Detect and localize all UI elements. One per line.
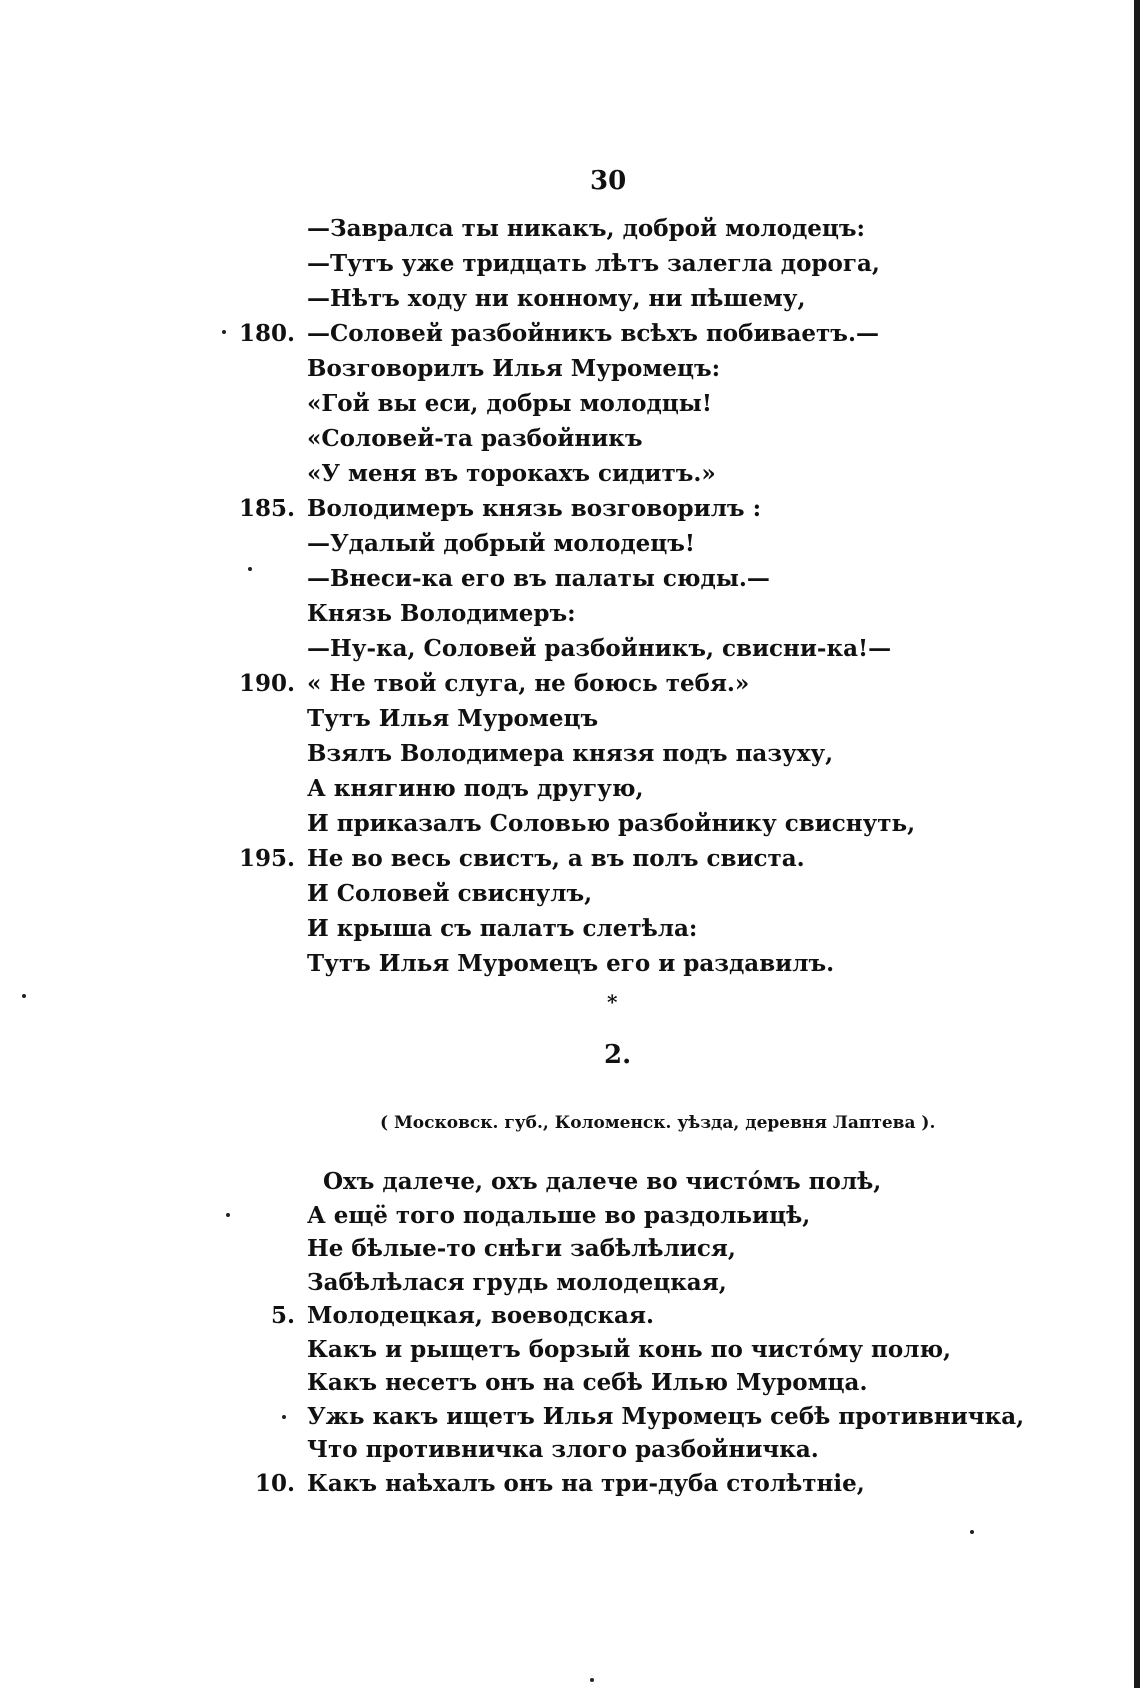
verse-text: —Тутъ уже тридцать лѣтъ залегла дорога, xyxy=(307,250,880,277)
verse-text: —Завралса ты никакъ, доброй молодецъ: xyxy=(307,215,866,242)
verse-text: Какъ наѣхалъ онъ на три-дуба столѣтніе, xyxy=(307,1469,865,1497)
verse-text: —Ну-ка, Соловей разбойникъ, свисни-ка!— xyxy=(307,635,892,662)
line-number: 180. xyxy=(238,320,295,347)
verse-text: Не бѣлые-то снѣги забѣлѣлися, xyxy=(307,1235,736,1262)
line-number: 185. xyxy=(238,495,295,522)
verse-text: —Соловей разбойникъ всѣхъ побиваетъ.— xyxy=(307,320,879,347)
source-note: ( Московск. губ., Коломенск. уѣзда, деревня Лаптева ). xyxy=(380,1113,936,1133)
line-number: 5. xyxy=(270,1302,295,1329)
verse-text: «Гой вы еси, добры молодцы! xyxy=(307,390,712,417)
verse-text: Князь Володимеръ: xyxy=(307,600,576,627)
line-number: 195. xyxy=(238,845,295,872)
verse-text: Ужь какъ ищетъ Илья Муромецъ себѣ противничка, xyxy=(307,1402,1025,1430)
line-number: 10. xyxy=(254,1469,295,1497)
verse-text: А княгиню подъ другую, xyxy=(307,775,644,802)
verse-text: Возговорилъ Илья Муромецъ: xyxy=(307,355,721,382)
verse-text: —Внеси-ка его въ палаты сюды.— xyxy=(307,565,770,592)
scan-speck xyxy=(590,1678,594,1682)
scan-speck xyxy=(222,330,226,334)
scan-speck xyxy=(22,994,26,998)
verse-text: Молодецкая, воеводская. xyxy=(307,1302,654,1329)
scan-speck xyxy=(282,1415,286,1419)
verse-text: Взялъ Володимера князя подъ пазуху, xyxy=(307,740,834,767)
verse-text: Забѣлѣлася грудь молодецкая, xyxy=(307,1268,727,1296)
verse-text: Какъ и рыщетъ борзый конь по чистóму полю, xyxy=(307,1335,952,1363)
verse-text: А ещё того подальше во раздольицѣ, xyxy=(307,1201,811,1229)
verse-text: « Не твой слуга, не боюсь тебя.» xyxy=(307,670,750,697)
section-separator: * xyxy=(607,990,618,1014)
section-number: 2. xyxy=(604,1040,632,1070)
verse-text: Что противничка злого разбойничка. xyxy=(307,1436,819,1463)
verse-text: —Удалый добрый молодецъ! xyxy=(307,530,696,557)
verse-text: Какъ несетъ онъ на себѣ Илью Муромца. xyxy=(307,1369,868,1396)
verse-text: Тутъ Илья Муромецъ xyxy=(307,705,599,732)
verse-text: Тутъ Илья Муромецъ его и раздавилъ. xyxy=(307,950,835,977)
verse-text: Охъ далече, охъ далече во чистóмъ полѣ, xyxy=(323,1168,882,1195)
verse-text: Не во весь свистъ, а въ полъ свиста. xyxy=(307,845,805,872)
verse-text: И крыша съ палатъ слетѣла: xyxy=(307,915,698,942)
verse-text: И Соловей свиснулъ, xyxy=(307,880,593,907)
line-number: 190. xyxy=(238,670,295,697)
verse-text: «У меня въ торокахъ сидитъ.» xyxy=(307,460,716,487)
verse-text: «Соловей-та разбойникъ xyxy=(307,425,643,452)
scan-speck xyxy=(970,1530,974,1534)
scan-edge xyxy=(1134,0,1140,1688)
verse-text: —Нѣтъ ходу ни конному, ни пѣшему, xyxy=(307,285,806,312)
verse-text: И приказалъ Соловью разбойнику свиснуть, xyxy=(307,810,916,837)
scan-speck xyxy=(248,567,252,571)
scan-speck xyxy=(226,1213,230,1217)
verse-text: Володимеръ князь возговорилъ : xyxy=(307,495,762,522)
page-number: 30 xyxy=(590,166,627,196)
